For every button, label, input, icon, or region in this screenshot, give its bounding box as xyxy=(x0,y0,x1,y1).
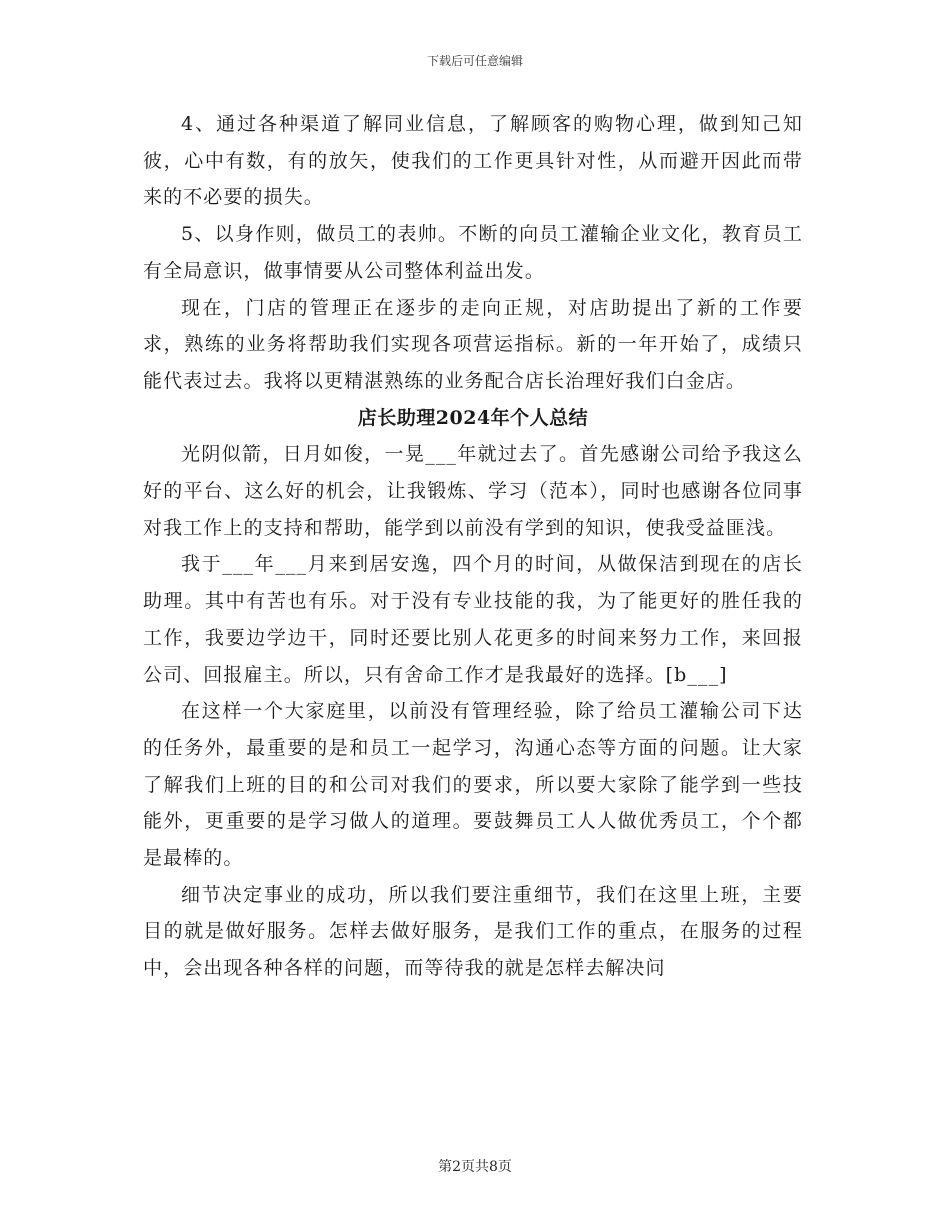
paragraph-item-5: 5、以身作则，做员工的表帅。不断的向员工灌输企业文化，教育员工有全局意识，做事情要从公司整体利益出发。 xyxy=(143,223,803,282)
page-number: 第2页共8页 xyxy=(438,1159,512,1175)
paragraph-conclusion: 现在，门店的管理正在逐步的走向正规，对店助提出了新的工作要求，熟练的业务将帮助我们实现各项营运指标。新的一年开始了，成绩只能代表过去。我将以更精湛熟练的业务配合店长治理好我们白金店。 xyxy=(143,296,803,392)
paragraph-intro: 光阴似箭，日月如俊，一晃___年就过去了。首先感谢公司给予我这么好的平台、这么好的机会，让我锻炼、学习（范本），同时也感谢各位同事对我工作上的支持和帮助，能学到以前没有学到的知识，使我受益匪浅。 xyxy=(143,443,803,539)
paragraph-team: 在这样一个大家庭里，以前没有管理经验，除了给员工灌输公司下达的任务外，最重要的是和员工一起学习，沟通心态等方面的问题。让大家了解我们上班的目的和公司对我们的要求，所以要大家除了能学到一些技能外，更重要的是学习做人的道理。要鼓舞员工人人做优秀员工，个个都是最棒的。 xyxy=(143,700,803,870)
section-title: 店长助理2024年个人总结 xyxy=(357,406,589,429)
paragraph-item-4: 4、通过各种渠道了解同业信息，了解顾客的购物心理，做到知己知彼，心中有数，有的放矢，使我们的工作更具针对性，从而避开因此而带来的不必要的损失。 xyxy=(143,113,803,209)
document-body xyxy=(143,106,803,987)
header-note: 下载后可任意编辑 xyxy=(426,54,523,68)
paragraph-details: 细节决定事业的成功，所以我们要注重细节，我们在这里上班，主要目的就是做好服务。怎样去做好服务，是我们工作的重点，在服务的过程中，会出现各种各样的问题，而等待我的就是怎样去解决问 xyxy=(143,883,803,980)
paragraph-experience: 我于___年___月来到居安逸，四个月的时间，从做保洁到现在的店长助理。其中有苦也有乐。对于没有专业技能的我，为了能更好的胜任我的工作，我要边学边干，同时还要比别人花更多的时间来努力工作，来回报公司、回报雇主。所以，只有舍命工作才是我最好的选择。[b___] xyxy=(143,553,803,686)
